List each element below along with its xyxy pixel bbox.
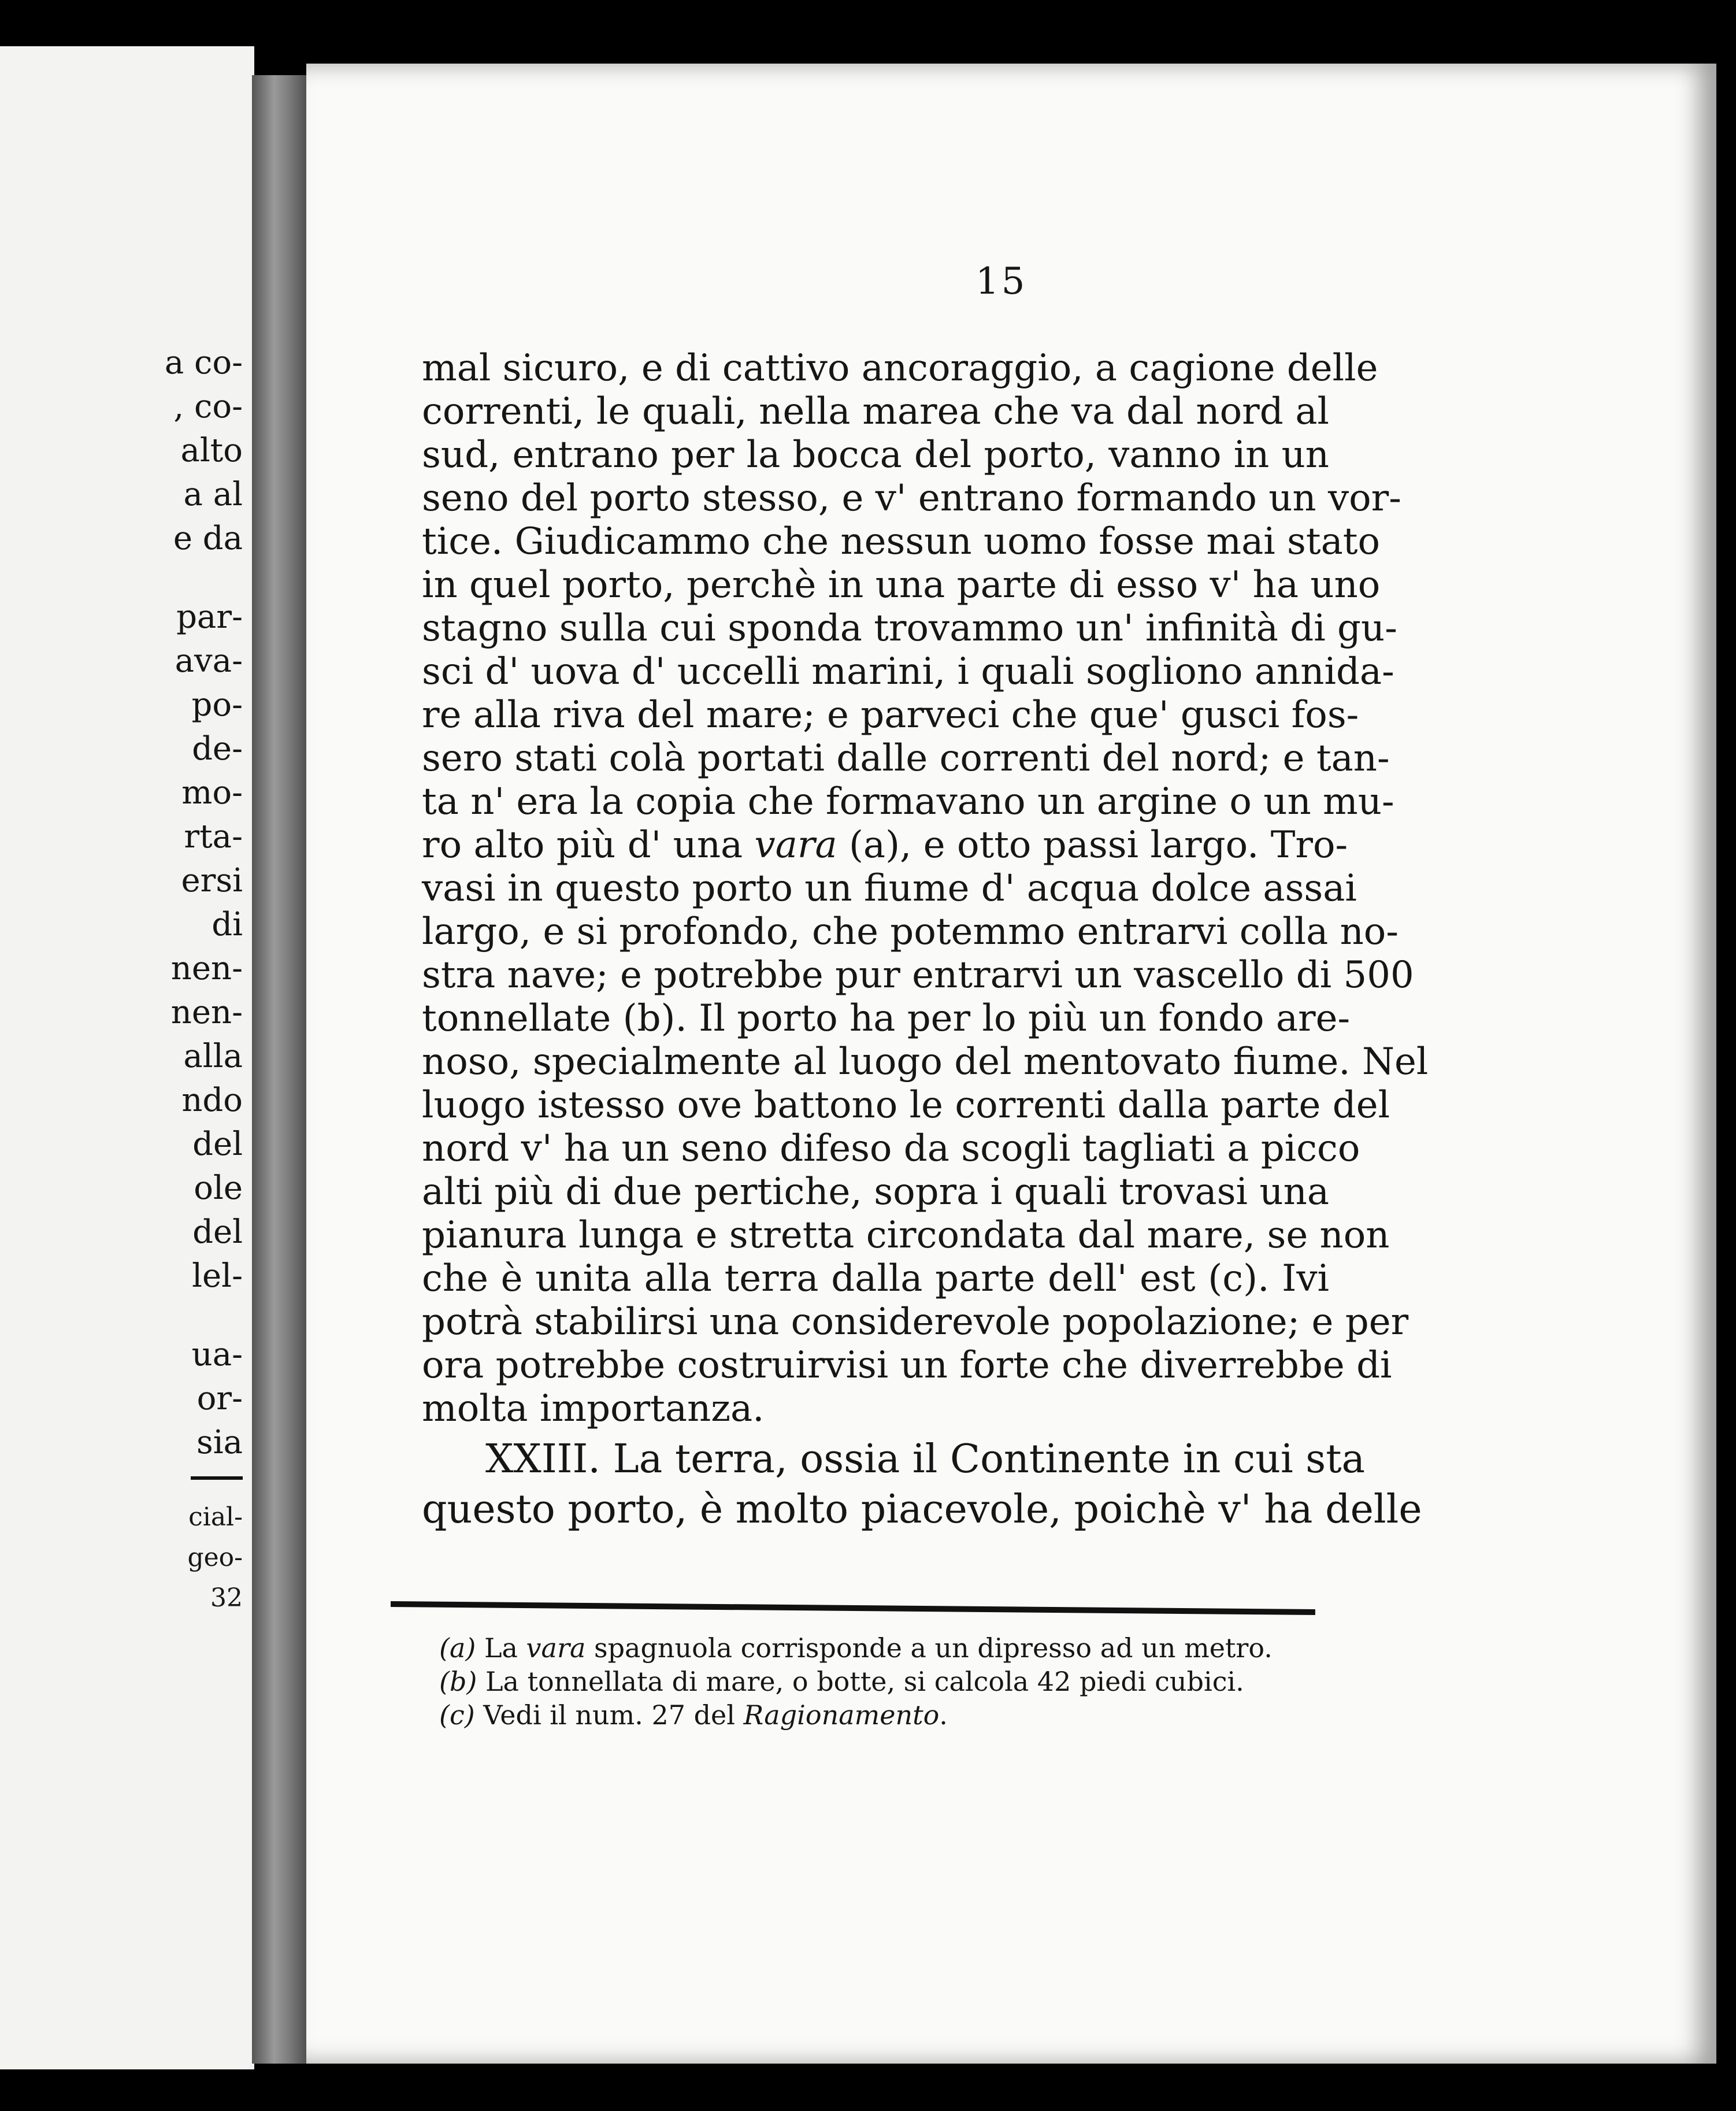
left-page-fragment bbox=[0, 46, 254, 2069]
body-line: stagno sulla cui sponda trovammo un' infinità di gu- bbox=[422, 607, 1397, 650]
text-segment: ro alto più d' una bbox=[422, 824, 755, 866]
body-line: luogo istesso ove battono le correnti dalla parte del bbox=[422, 1084, 1390, 1127]
left-text-group-middle bbox=[165, 595, 243, 1298]
left-footnote-rule bbox=[191, 1476, 243, 1480]
text-segment: Vedi il num. 27 del bbox=[483, 1699, 744, 1731]
body-line: in quel porto, perchè in una parte di esso v' ha uno bbox=[422, 564, 1381, 606]
body-line: ta n' era la copia che formavano un argine o un mu- bbox=[422, 780, 1394, 823]
text-segment: . bbox=[939, 1699, 948, 1731]
left-page-line: sia bbox=[196, 1424, 243, 1461]
footnote-a bbox=[439, 1631, 1306, 1665]
left-page-line: e da bbox=[173, 520, 243, 557]
left-page-line: , co- bbox=[173, 388, 243, 425]
text-segment: (a), e otto passi largo. Tro- bbox=[837, 824, 1348, 866]
left-page-line: alla bbox=[183, 1038, 243, 1075]
left-footnote-fragment bbox=[165, 1497, 243, 1619]
text-segment: spagnuola corrisponde a un dipresso ad un metro. bbox=[585, 1632, 1273, 1664]
body-line: pianura lunga e stretta circondata dal mare, se non bbox=[422, 1214, 1390, 1257]
body-line: correnti, le quali, nella marea che va dal nord al bbox=[422, 390, 1329, 433]
left-text-group-top bbox=[165, 341, 243, 561]
left-page-line: par- bbox=[176, 598, 243, 636]
footnote-mark: (c) bbox=[439, 1699, 475, 1731]
body-line: stra nave; e potrebbe pur entrarvi un vascello di 500 bbox=[422, 954, 1414, 997]
italic-word: vara bbox=[526, 1632, 586, 1664]
body-line: mal sicuro, e di cattivo ancoraggio, a cagione delle bbox=[422, 347, 1378, 390]
left-page-line: ua- bbox=[191, 1336, 243, 1373]
footnote-b bbox=[439, 1665, 1306, 1698]
left-page-line: a al bbox=[183, 476, 243, 513]
left-footnote-line: cial- bbox=[188, 1502, 243, 1532]
body-line-last-paragraph-1: molta importanza. bbox=[422, 1387, 765, 1430]
body-line: tice. Giudicammo che nessun uomo fosse mai stato bbox=[422, 520, 1380, 563]
left-page-line: ava- bbox=[175, 642, 243, 680]
footnotes bbox=[439, 1631, 1306, 1732]
body-line: potrà stabilirsi una considerevole popolazione; e per bbox=[422, 1301, 1409, 1343]
left-page-line: alto bbox=[180, 432, 243, 469]
footnote-mark: (b) bbox=[439, 1666, 477, 1697]
left-page-text bbox=[165, 341, 243, 1619]
left-page-line: del bbox=[192, 1125, 243, 1163]
left-page-line: ole bbox=[194, 1169, 243, 1207]
left-footnote-line: geo- bbox=[187, 1543, 243, 1572]
italic-word: Ragionamento bbox=[743, 1699, 940, 1731]
left-page-line: a co- bbox=[164, 344, 243, 382]
body-line: sci d' uova d' uccelli marini, i quali sogliono annida- bbox=[422, 650, 1394, 693]
body-line: sero stati colà portati dalle correnti del nord; e tan- bbox=[422, 737, 1390, 780]
left-text-group-bottom bbox=[165, 1333, 243, 1465]
left-page-line: de- bbox=[192, 730, 243, 768]
body-line: seno del porto stesso, e v' entrano formando un vor- bbox=[422, 477, 1401, 520]
page-number: 15 bbox=[975, 260, 1027, 303]
left-page-line: nen- bbox=[170, 994, 243, 1031]
body-line: vasi in questo porto un fiume d' acqua dolce assai bbox=[422, 867, 1357, 910]
text-segment: La tonnellata di mare, o botte, si calcola 42 piedi cubici. bbox=[485, 1666, 1244, 1697]
footnote-mark: (a) bbox=[439, 1632, 476, 1664]
body-line: re alla riva del mare; e parveci che que' gusci fos- bbox=[422, 694, 1359, 736]
text-segment: La bbox=[484, 1632, 526, 1664]
body-line: tonnellate (b). Il porto ha per lo più un fondo are- bbox=[422, 997, 1351, 1040]
paragraph-2-line: XXIII. La terra, ossia il Continente in cui sta bbox=[485, 1436, 1366, 1482]
paragraph-2-line: questo porto, è molto piacevole, poichè v' ha delle bbox=[422, 1487, 1422, 1532]
left-page-line: del bbox=[192, 1213, 243, 1251]
body-line: noso, specialmente al luogo del mentovato fiume. Nel bbox=[422, 1040, 1429, 1083]
left-page-line: or- bbox=[196, 1380, 243, 1417]
left-page-line: di bbox=[212, 906, 243, 943]
left-page-line: nen- bbox=[170, 950, 243, 987]
body-line: che è unita alla terra dalla parte dell' est (c). Ivi bbox=[422, 1257, 1329, 1300]
left-page-line: mo- bbox=[181, 774, 243, 812]
footnote-c bbox=[439, 1698, 1306, 1732]
left-page-line: po- bbox=[191, 686, 243, 724]
left-page-line: ndo bbox=[181, 1082, 243, 1119]
body-line: sud, entrano per la bocca del porto, vanno in un bbox=[422, 434, 1329, 476]
italic-word: vara bbox=[754, 824, 837, 866]
body-text bbox=[422, 347, 1429, 1532]
left-footnote-line: 32 bbox=[210, 1583, 243, 1613]
body-line: largo, e si profondo, che potemmo entrarvi colla no- bbox=[422, 910, 1399, 953]
body-line-vara bbox=[422, 824, 1348, 867]
body-line: alti più di due pertiche, sopra i quali trovasi una bbox=[422, 1171, 1329, 1213]
left-page-line: lel- bbox=[192, 1257, 243, 1295]
body-line: nord v' ha un seno difeso da scogli tagliati a picco bbox=[422, 1127, 1360, 1170]
body-line: ora potrebbe costruirvisi un forte che diverrebbe di bbox=[422, 1344, 1392, 1387]
left-page-line: ersi bbox=[181, 862, 243, 899]
left-page-line: rta- bbox=[184, 818, 243, 855]
